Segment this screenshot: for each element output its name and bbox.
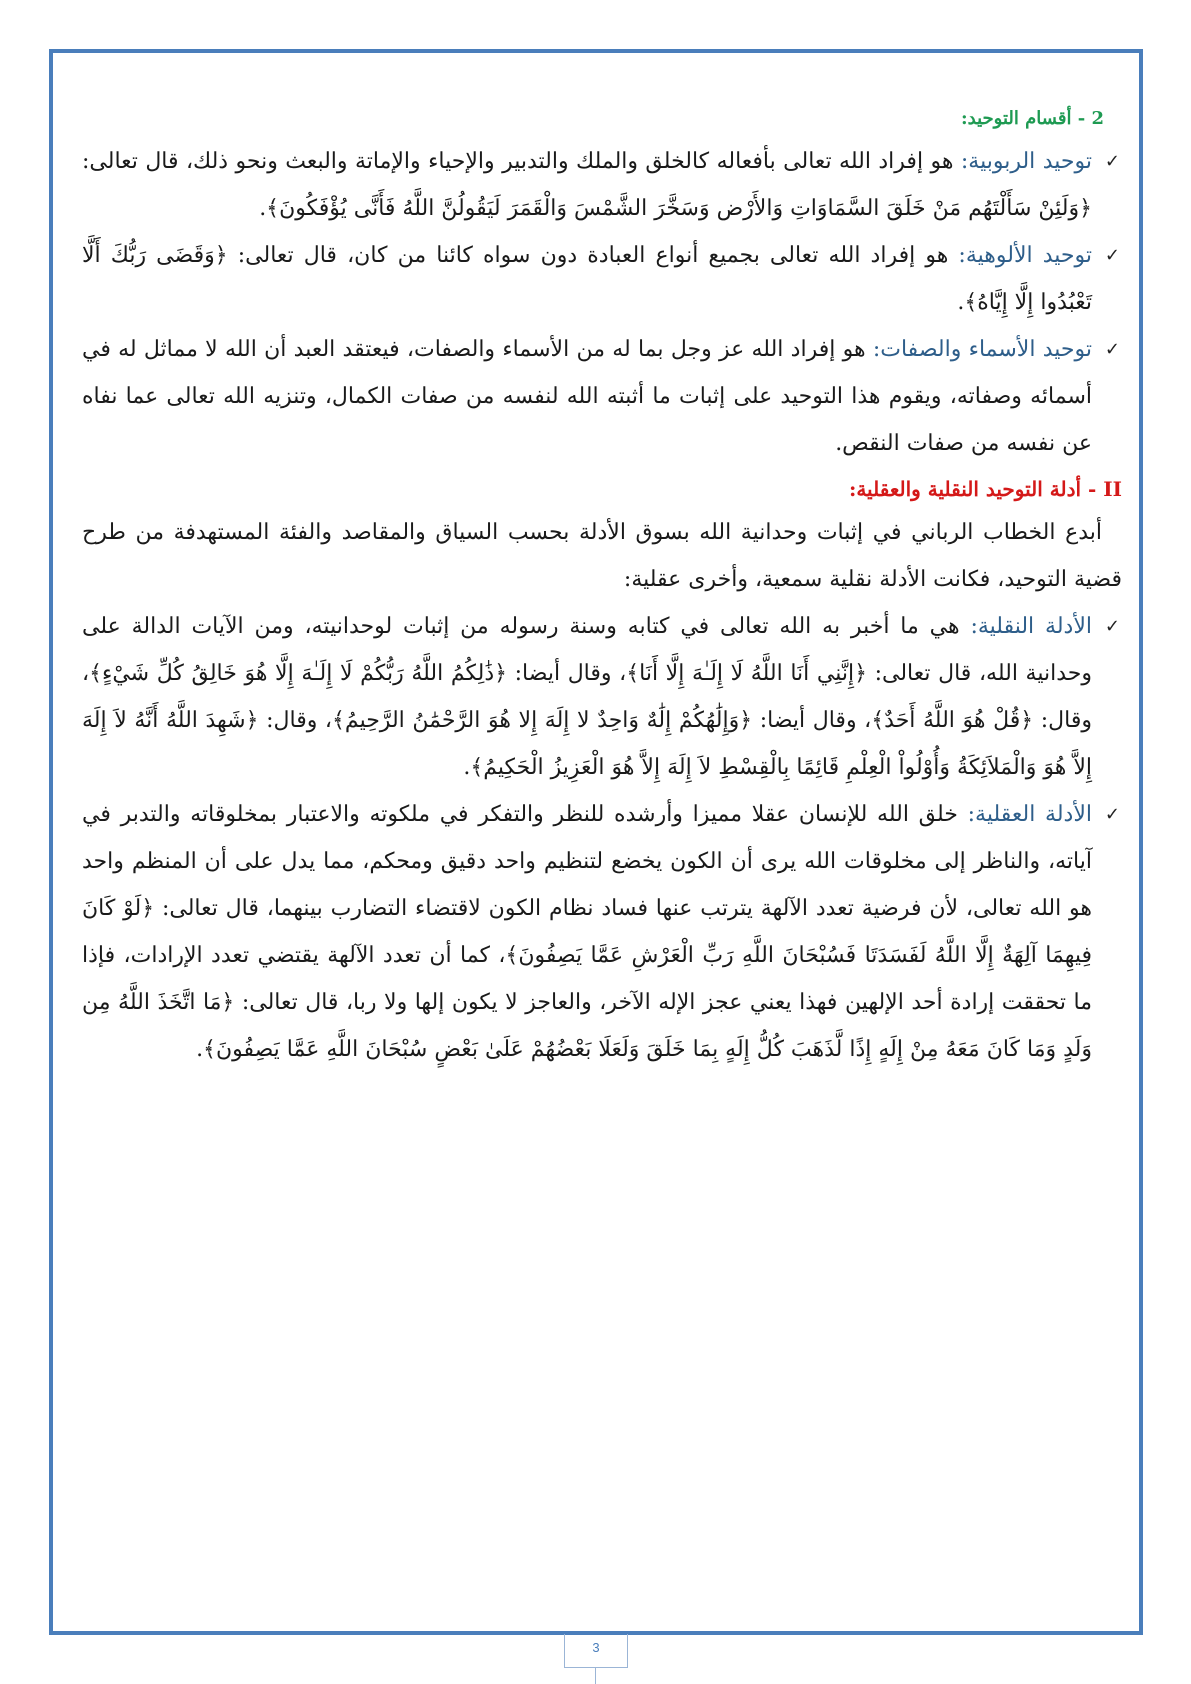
bullet-asma-sifat: [82, 326, 1122, 467]
bullet-uluhiyya: [82, 232, 1122, 326]
page-number-divider: [595, 1668, 596, 1684]
term-uluhiyya: توحيد الألوهية:: [958, 243, 1092, 268]
text-aqli: خلق الله للإنسان عقلا مميزا وأرشده للنظر والتفكر في ملكوته والاعتبار بمخلوقاته والتدبر في آياته، والناظر إلى مخلوقات الله يرى أن الكون يخضع لتنظيم واحد دقيق ومحكم، مما يدل على أن المنظم واحد هو الله تعالى، لأن فرضية تعدد الآلهة يترتب عنها فساد نظام الكون لاقتضاء التضارب بينهما، قال تعالى: ﴿لَوْ كَانَ فِيهِمَا آلِهَةٌ إِلَّا اللَّهُ لَفَسَدَتَا فَسُبْحَانَ اللَّهِ رَبِّ الْعَرْشِ عَمَّا يَصِفُونَ﴾، كما أن تعدد الآلهة يقتضي تعدد الإرادات، فإذا ما تحققت إرادة أحد الإلهين فهذا يعني عجز الإله الآخر، والعاجز لا يكون إلها ولا ربا، قال تعالى: ﴿مَا اتَّخَذَ اللَّهُ مِن وَلَدٍ وَمَا كَانَ مَعَهُ مِنْ إِلَهٍ إِذًا لَّذَهَبَ كُلُّ إِلَهٍ بِمَا خَلَقَ وَلَعَلَا بَعْضُهُمْ عَلَىٰ بَعْضٍ سُبْحَانَ اللَّهِ عَمَّا يَصِفُونَ﴾.: [82, 802, 1092, 1062]
page-number: 3: [564, 1634, 628, 1668]
check-icon: ✓: [1104, 804, 1120, 825]
section-heading-tawhid-types: 2 - أقسام التوحيد:: [961, 108, 1104, 129]
text-uluhiyya: هو إفراد الله تعالى بجميع أنواع العبادة دون سواه كائنا من كان، قال تعالى: ﴿وَقَضَى رَبُّكَ أَلَّا تَعْبُدُوا إِلَّا إِيَّاهُ﴾.: [82, 243, 1092, 315]
bullet-rububiyya: [82, 138, 1122, 232]
intro-paragraph: أبدع الخطاب الرباني في إثبات وحدانية الله بسوق الأدلة بحسب السياق والمقاصد والفئة المستهدفة من طرح قضية التوحيد، فكانت الأدلة نقلية سمعية، وأخرى عقلية:: [82, 520, 1122, 592]
check-icon: ✓: [1104, 151, 1120, 172]
text-rububiyya: هو إفراد الله تعالى بأفعاله كالخلق والملك والتدبير والإحياء والإماتة والبعث ونحو ذلك، قال تعالى: ﴿وَلَئِنْ سَأَلْتَهُم مَنْ خَلَقَ السَّمَاوَاتِ وَالأَرْض وَسَخَّرَ الشَّمْسَ وَالْقَمَرَ لَيَقُولُنَّ اللَّهُ فَأَنَّى يُؤْفَكُونَ﴾.: [82, 149, 1092, 221]
term-rububiyya: توحيد الربوبية:: [960, 149, 1092, 174]
bullet-aqli: [82, 791, 1122, 1073]
document-body: [82, 100, 1122, 1073]
check-icon: ✓: [1104, 616, 1120, 637]
term-asma-sifat: توحيد الأسماء والصفات:: [872, 337, 1093, 362]
bullet-naqli: [82, 603, 1122, 791]
text-asma-sifat: هو إفراد الله عز وجل بما له من الأسماء والصفات، فيعتقد العبد أن الله لا مماثل له في أسمائه وصفاته، ويقوم هذا التوحيد على إثبات ما أثبته الله لنفسه من صفات الكمال، وتنزيه الله تعالى عما نفاه عن نفسه من صفات النقص.: [82, 337, 1092, 456]
term-aqli: الأدلة العقلية:: [967, 802, 1092, 827]
check-icon: ✓: [1104, 339, 1120, 360]
term-naqli: الأدلة النقلية:: [970, 614, 1092, 639]
section-heading-evidence: II - أدلة التوحيد النقلية والعقلية:: [848, 477, 1122, 501]
text-naqli: هي ما أخبر به الله تعالى في كتابه وسنة رسوله من إثبات لوحدانيته، ومن الآيات الدالة على وحدانية الله، قال تعالى: ﴿إِنَّنِي أَنَا اللَّهُ لَا إِلَـٰهَ إِلَّا أَنَا﴾، وقال أيضا: ﴿ذَٰلِكُمُ اللَّهُ رَبُّكُمْ لَا إِلَـٰهَ إِلَّا هُوَ خَالِقُ كُلِّ شَيْءٍ﴾، وقال: ﴿قُلْ هُوَ اللَّهُ أَحَدٌ﴾، وقال أيضا: ﴿وَإِلَٰهُكُمْ إِلَٰهٌ وَاحِدٌ لا إِلَهَ إِلا هُوَ الرَّحْمَٰنُ الرَّحِيمُ﴾، وقال: ﴿شَهِدَ اللَّهُ أَنَّهُ لاَ إِلَهَ إِلاَّ هُوَ وَالْمَلاَئِكَةُ وَأُوْلُواْ الْعِلْمِ قَائِمًا بِالْقِسْطِ لاَ إِلَهَ إِلاَّ هُوَ الْعَزِيزُ الْحَكِيمُ﴾.: [82, 614, 1092, 780]
check-icon: ✓: [1104, 245, 1120, 266]
